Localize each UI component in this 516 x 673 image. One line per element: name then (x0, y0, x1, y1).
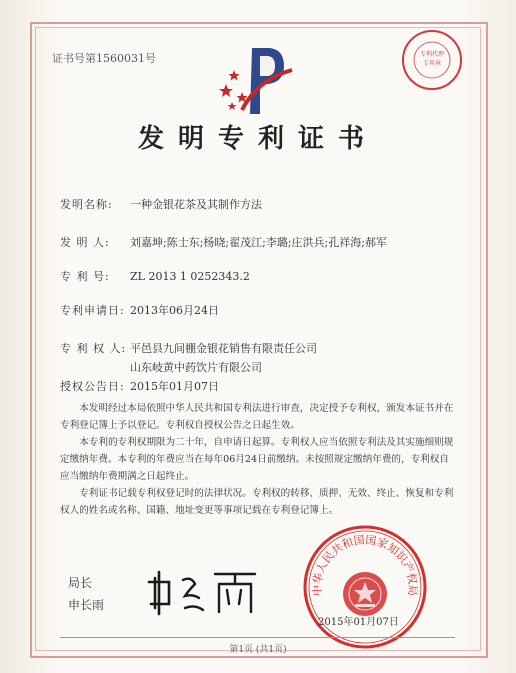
page-number: 第1页 (共1页) (229, 645, 287, 655)
body-paragraph-2: 本专利的专利权期限为二十年，自申请日起算。专利权人应当依照专利法及其实施细则规定缴纳年费。本专利的年费应当在每年06月24日前缴纳。未按照规定缴纳年费的，专利权自应当缴纳年费期满之日起终止。 (60, 437, 454, 482)
announce-date-value: 2015年01月07日 (130, 380, 219, 393)
agency-seal (400, 28, 464, 92)
application-date-label: 专利申请日: (60, 304, 125, 317)
national-ipo-seal (300, 522, 430, 652)
patent-office-logo (212, 40, 302, 120)
svg-text:专用章: 专用章 (422, 60, 442, 67)
application-date-value: 2013年06月24日 (130, 304, 219, 317)
svg-text:专利代理: 专利代理 (419, 51, 445, 58)
invention-name-value: 一种金银花茶及其制作方法 (130, 198, 262, 211)
footer-rule (60, 637, 455, 638)
director-title: 局长 (68, 576, 93, 590)
handwritten-signature (145, 560, 265, 620)
field-patent-number (60, 268, 250, 284)
announce-date-label: 授权公告日: (60, 380, 125, 393)
field-announce-date (60, 378, 219, 394)
inventor-value: 刘嘉坤;陈士东;杨晓;翟茂江;李璐;庄洪兵;孔祥海;郝军 (130, 236, 387, 249)
field-application-date (60, 302, 219, 318)
issue-date: 2015年01月07日 (318, 617, 399, 628)
svg-text:中华人民共和国国家知识产权局: 中华人民共和国国家知识产权局 (310, 533, 420, 597)
patent-number-label: 专 利 号: (60, 270, 110, 283)
field-invention-name (60, 196, 262, 212)
certificate-body (60, 400, 455, 519)
patent-holder-value-1: 平邑县九间棚金银花销售有限责任公司 (130, 342, 317, 355)
body-paragraph-3: 专利证书记载专利权登记时的法律状况。专利权的转移、质押、无效、终止、恢复和专利权人的姓名或名称、国籍、地址变更等事项记载在专利登记簿上。 (60, 488, 454, 516)
field-inventor (60, 234, 387, 250)
director-name: 申长雨 (68, 598, 105, 612)
patent-holder-label: 专 利 权 人: (60, 342, 127, 355)
patent-holder-value-2: 山东岐黄中药饮片有限公司 (130, 361, 262, 374)
patent-number-value: ZL 2013 1 0252343.2 (130, 270, 250, 283)
certificate-title: 发明专利证书 (137, 124, 378, 154)
inventor-label: 发 明 人: (60, 236, 110, 249)
field-patent-holder (60, 340, 317, 375)
certificate-number: 证书号第1560031号 (52, 52, 156, 65)
body-paragraph-1: 本发明经过本局依照中华人民共和国专利法进行审查，决定授予专利权，颁发本证书并在专利登记簿上予以登记。专利权自授权公告之日起生效。 (60, 403, 454, 431)
invention-name-label: 发明名称: (60, 198, 113, 211)
